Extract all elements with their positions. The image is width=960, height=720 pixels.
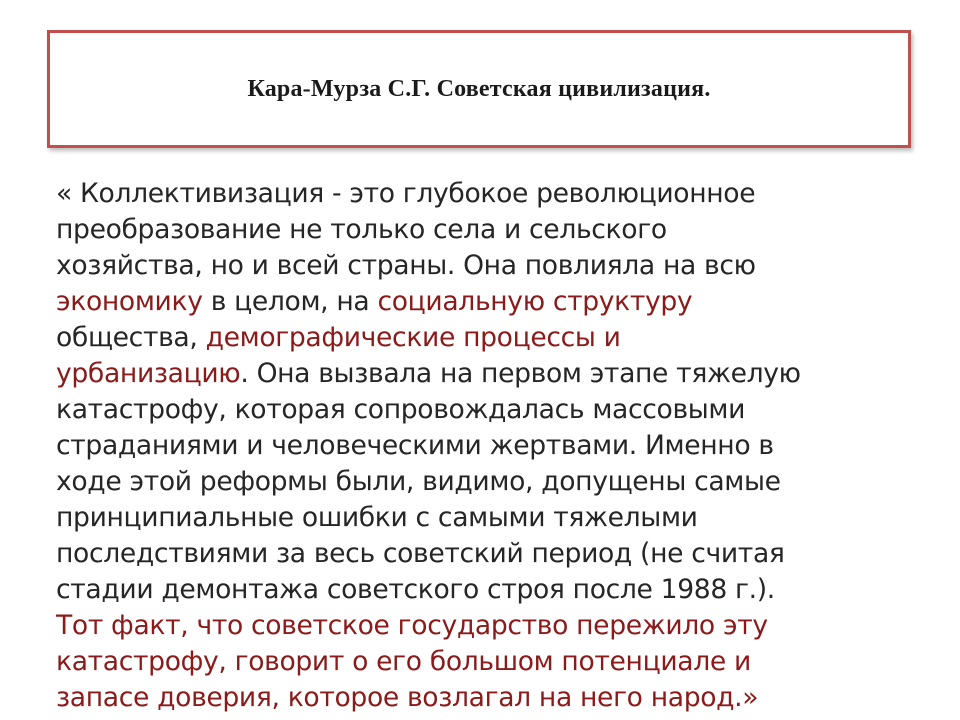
quote-text: в целом, на [202, 286, 378, 317]
quote-line: последствиями за весь советский период (не считая [56, 538, 785, 569]
quote-line: преобразование не только села и сельского [56, 214, 667, 245]
quote-line: страданиями и человеческими жертвами. Именно в [56, 430, 774, 461]
highlight-economy: экономику [56, 286, 203, 317]
quote-line-highlight: запасе доверия, которое возлагал на него народ.» [56, 682, 759, 713]
highlight-urbanization: урбанизацию [56, 358, 241, 389]
quote-line: принципиальные ошибки с самыми тяжелыми [56, 502, 698, 533]
quote-line: катастрофу, которая сопровождалась массовыми [56, 394, 746, 425]
quote-paragraph [56, 176, 936, 716]
quote-line [56, 356, 936, 392]
slide-title: Кара-Мурза С.Г. Советская цивилизация. [247, 75, 711, 102]
quote-text: . Она вызвала на первом этапе тяжелую [240, 358, 801, 389]
quote-line: стадии демонтажа советского строя после 1988 г.). [56, 574, 775, 605]
quote-line-highlight: катастрофу, говорит о его большом потенциале и [56, 646, 751, 677]
quote-line [56, 320, 936, 356]
title-box [47, 30, 911, 148]
highlight-social-structure: социальную структуру [377, 286, 693, 317]
quote-line: ходе этой реформы были, видимо, допущены самые [56, 466, 781, 497]
highlight-demographic: демографические процессы и [205, 322, 621, 353]
quote-line [56, 284, 936, 320]
quote-text: общества, [56, 322, 206, 353]
quote-line: « Коллективизация - это глубокое революционное [56, 178, 756, 209]
quote-line: хозяйства, но и всей страны. Она повлияла на всю [56, 250, 756, 281]
quote-line-highlight: Тот факт, что советское государство пережило эту [56, 610, 768, 641]
